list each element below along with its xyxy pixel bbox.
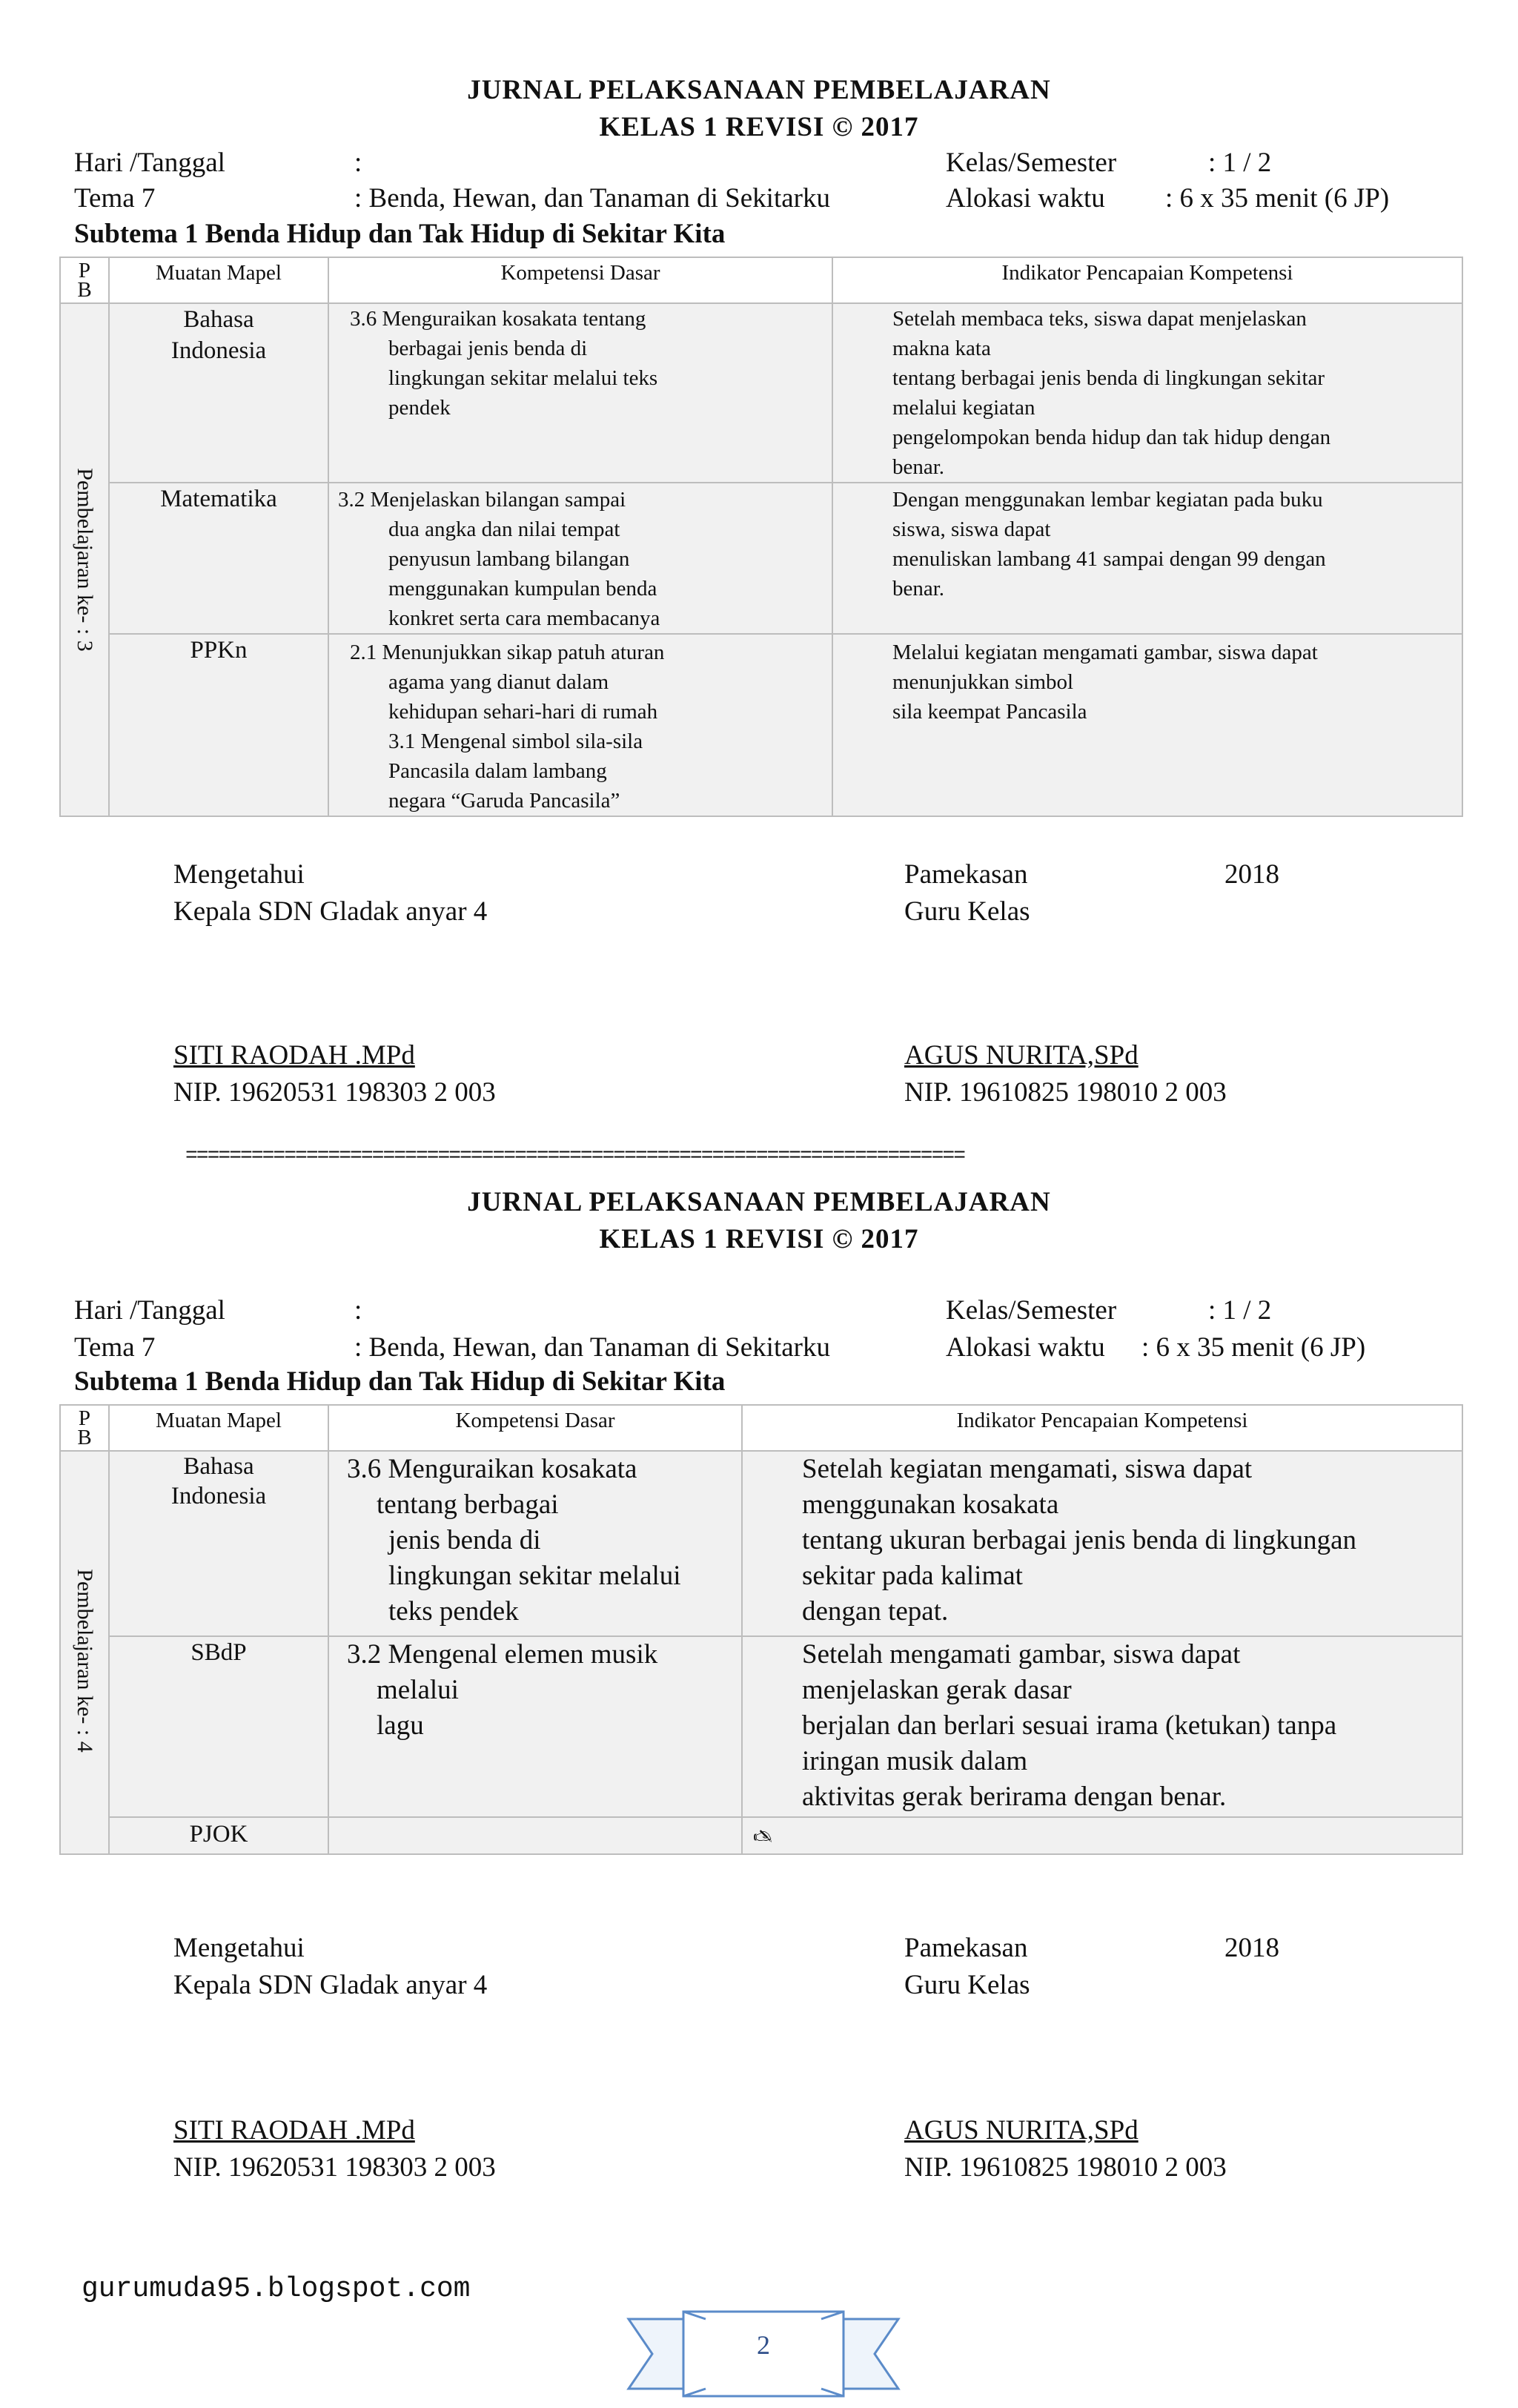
kelas-label: Kelas/Semester (946, 148, 1117, 178)
kd-line: penyusun lambang bilangan (388, 547, 630, 571)
place-label: Pamekasan (904, 1933, 1028, 1963)
hari-colon: : (354, 148, 362, 178)
kd-line: 3.2 Mengenal elemen musik (347, 1639, 658, 1670)
kd-line: Pancasila dalam lambang (388, 759, 607, 783)
guru-label: Guru Kelas (904, 1970, 1030, 2000)
kelas-value: : 1 / 2 (1208, 1295, 1272, 1326)
journal-2-table (59, 1404, 1463, 1855)
kd-cell (328, 1636, 742, 1817)
hari-colon: : (354, 1295, 362, 1326)
alokasi-value: : 6 x 35 menit (6 JP) (1165, 183, 1390, 214)
hari-label: Hari /Tanggal (74, 1295, 225, 1326)
kd-line: melalui (377, 1675, 459, 1705)
ipk-line: Setelah mengamati gambar, siswa dapat (802, 1639, 1241, 1670)
mapel-cell: Matematika (109, 483, 328, 634)
kd-line: konkret serta cara membacanya (388, 606, 660, 630)
mapel-cell: Bahasa Indonesia (109, 303, 328, 483)
alokasi-label: Alokasi waktu (946, 1332, 1105, 1363)
place-label: Pamekasan (904, 859, 1028, 890)
kd-line: 3.6 Menguraikan kosakata (347, 1454, 637, 1484)
ipk-cell (832, 303, 1462, 483)
kd-line: 3.1 Mengenal simbol sila-sila (388, 730, 643, 753)
kd-line: agama yang dianut dalam (388, 670, 609, 694)
kd-line: lingkungan sekitar melalui (388, 1561, 681, 1591)
tema-value: : Benda, Hewan, dan Tanaman di Sekitarku (354, 183, 830, 214)
ipk-line: menunjukkan simbol (892, 670, 1074, 694)
kd-line: lagu (377, 1710, 424, 1741)
kd-cell (328, 1451, 742, 1636)
ipk-line: makna kata (892, 337, 991, 360)
journal-2-subtitle: KELAS 1 REVISI © 2017 (599, 1224, 919, 1254)
ipk-line: benar. (892, 455, 945, 479)
ipk-line: siswa, siswa dapat (892, 517, 1051, 541)
journal-1-table (59, 257, 1463, 817)
mapel-cell: SBdP (109, 1636, 328, 1817)
teacher-name: AGUS NURITA,SPd (904, 1040, 1138, 1071)
pembelajaran-cell (60, 303, 109, 816)
ipk-line: menggunakan kosakata (802, 1489, 1059, 1520)
ipk-line: Setelah kegiatan mengamati, siswa dapat (802, 1454, 1253, 1484)
kd-line: berbagai jenis benda di (388, 337, 588, 360)
kd-line: menggunakan kumpulan benda (388, 577, 657, 601)
pembelajaran-label: Pembelajaran ke- : 4 (73, 1569, 97, 1753)
kd-line: 3.2 Menjelaskan bilangan sampai (338, 488, 626, 512)
ipk-cell (832, 634, 1462, 816)
subtema-title: Subtema 1 Benda Hidup dan Tak Hidup di Sekitar Kita (74, 1366, 726, 1397)
ipk-line: benar. (892, 577, 945, 601)
principal-name: SITI RAODAH .MPd (173, 1040, 415, 1071)
pencil-icon: 🖎 (753, 1827, 773, 1845)
kepala-label: Kepala SDN Gladak anyar 4 (173, 1970, 488, 2000)
kepala-label: Kepala SDN Gladak anyar 4 (173, 896, 488, 927)
pembelajaran-cell (60, 1451, 109, 1854)
principal-nip: NIP. 19620531 198303 2 003 (173, 1077, 496, 1108)
kd-line: 2.1 Menunjukkan sikap patuh aturan (350, 641, 665, 664)
kd-cell (328, 1817, 742, 1854)
kd-line: dua angka dan nilai tempat (388, 517, 620, 541)
ipk-cell (742, 1817, 1462, 1854)
journal-2-title: JURNAL PELAKSANAAN PEMBELAJARAN (467, 1187, 1051, 1217)
kd-cell (328, 483, 832, 634)
teacher-name: AGUS NURITA,SPd (904, 2115, 1138, 2146)
ipk-line: pengelompokan benda hidup dan tak hidup dengan (892, 426, 1331, 449)
pb-header: P B (60, 257, 109, 303)
kd-line: kehidupan sehari-hari di rumah (388, 700, 658, 724)
ipk-line: aktivitas gerak berirama dengan benar. (802, 1782, 1227, 1812)
ipk-line: menuliskan lambang 41 sampai dengan 99 dengan (892, 547, 1326, 571)
kd-cell (328, 634, 832, 816)
tema-label: Tema 7 (74, 1332, 156, 1363)
kd-line: jenis benda di (388, 1525, 541, 1555)
tema-label: Tema 7 (74, 183, 156, 214)
kd-line: pendek (388, 396, 451, 420)
kelas-value: : 1 / 2 (1208, 148, 1272, 178)
mapel-header: Muatan Mapel (109, 257, 328, 303)
ipk-line: Dengan menggunakan lembar kegiatan pada buku (892, 488, 1323, 512)
hari-label: Hari /Tanggal (74, 148, 225, 178)
kd-line: 3.6 Menguraikan kosakata tentang (350, 307, 646, 331)
ipk-line: menjelaskan gerak dasar (802, 1675, 1072, 1705)
ipk-cell (832, 483, 1462, 634)
kd-line: tentang berbagai (377, 1489, 559, 1520)
ipk-header: Indikator Pencapaian Kompetensi (832, 257, 1462, 303)
tema-value: : Benda, Hewan, dan Tanaman di Sekitarku (354, 1332, 830, 1363)
mapel-cell: Bahasa Indonesia (109, 1451, 328, 1636)
pembelajaran-label: Pembelajaran ke- : 3 (73, 468, 97, 652)
separator-line: ======================================================================= (185, 1145, 964, 1168)
ipk-line: sekitar pada kalimat (802, 1561, 1023, 1591)
kd-header: Kompetensi Dasar (328, 257, 832, 303)
year-label: 2018 (1224, 859, 1279, 890)
kd-line: lingkungan sekitar melalui teks (388, 366, 658, 390)
mapel-cell: PPKn (109, 634, 328, 816)
alokasi-value: : 6 x 35 menit (6 JP) (1141, 1332, 1366, 1363)
journal-1-subtitle: KELAS 1 REVISI © 2017 (599, 112, 919, 142)
teacher-nip: NIP. 19610825 198010 2 003 (904, 1077, 1227, 1108)
ipk-line: Setelah membaca teks, siswa dapat menjelaskan (892, 307, 1307, 331)
ipk-line: berjalan dan berlari sesuai irama (ketukan) tanpa (802, 1710, 1337, 1741)
subtema-title: Subtema 1 Benda Hidup dan Tak Hidup di Sekitar Kita (74, 219, 726, 249)
year-label: 2018 (1224, 1933, 1279, 1963)
ipk-line: melalui kegiatan (892, 396, 1035, 420)
ipk-line: sila keempat Pancasila (892, 700, 1087, 724)
ipk-line: tentang ukuran berbagai jenis benda di lingkungan (802, 1525, 1357, 1555)
kd-header: Kompetensi Dasar (328, 1405, 742, 1451)
ipk-line: Melalui kegiatan mengamati gambar, siswa dapat (892, 641, 1318, 664)
ipk-line: dengan tepat. (802, 1596, 949, 1627)
mapel-header: Muatan Mapel (109, 1405, 328, 1451)
ipk-header: Indikator Pencapaian Kompetensi (742, 1405, 1462, 1451)
teacher-nip: NIP. 19610825 198010 2 003 (904, 2152, 1227, 2183)
ipk-cell (742, 1451, 1462, 1636)
mapel-cell: PJOK (109, 1817, 328, 1854)
kd-line: negara “Garuda Pancasila” (388, 789, 620, 813)
page-number: 2 (757, 2330, 770, 2360)
ipk-cell (742, 1636, 1462, 1817)
pb-header: P B (60, 1405, 109, 1451)
blog-url: gurumuda95.blogspot.com (82, 2273, 471, 2305)
kd-cell (328, 303, 832, 483)
principal-name: SITI RAODAH .MPd (173, 2115, 415, 2146)
principal-nip: NIP. 19620531 198303 2 003 (173, 2152, 496, 2183)
kelas-label: Kelas/Semester (946, 1295, 1117, 1326)
ipk-line: tentang berbagai jenis benda di lingkungan sekitar (892, 366, 1325, 390)
alokasi-label: Alokasi waktu (946, 183, 1105, 214)
guru-label: Guru Kelas (904, 896, 1030, 927)
ipk-line: iringan musik dalam (802, 1746, 1028, 1776)
kd-line: teks pendek (388, 1596, 519, 1627)
mengetahui-label: Mengetahui (173, 1933, 305, 1963)
mengetahui-label: Mengetahui (173, 859, 305, 890)
journal-1-title: JURNAL PELAKSANAAN PEMBELAJARAN (467, 75, 1051, 105)
